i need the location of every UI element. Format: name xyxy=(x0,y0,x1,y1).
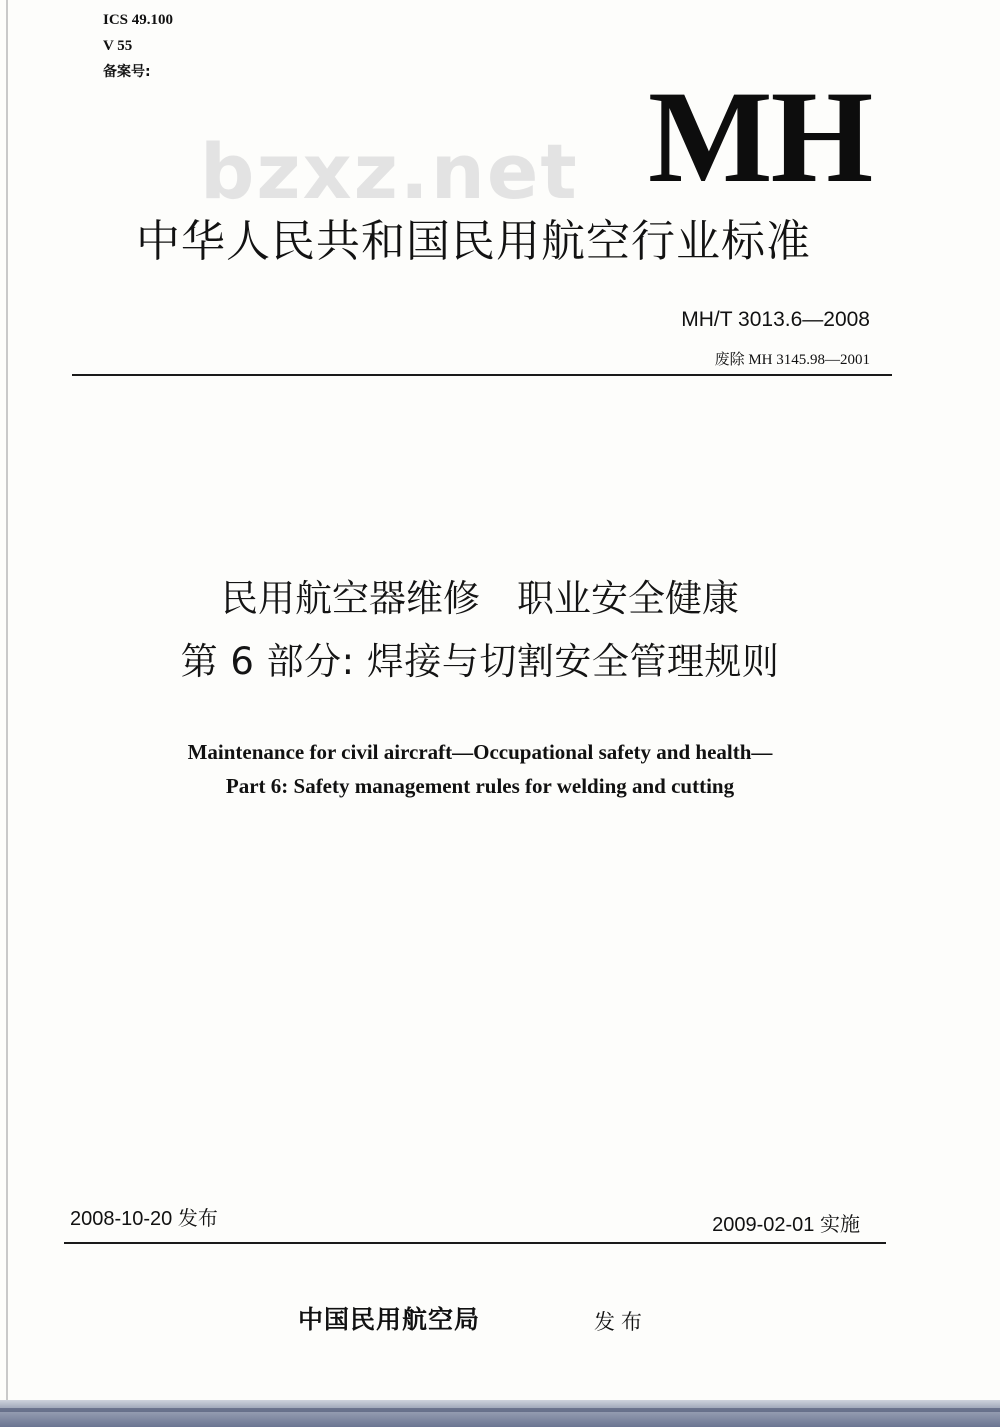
publisher-name: 中国民用航空局 xyxy=(298,1305,481,1334)
top-divider xyxy=(72,374,892,376)
standard-category-title: 中华人民共和国民用航空行业标准 xyxy=(136,216,811,267)
english-title-line-1: Maintenance for civil aircraft—Occupational safety and health— xyxy=(187,740,773,764)
standard-code: MH/T 3013.6—2008 xyxy=(681,308,870,331)
classification-code: V 55 xyxy=(103,38,133,54)
ics-code: ICS 49.100 xyxy=(103,12,174,28)
replaces-standard: 废除 MH 3145.98—2001 xyxy=(714,352,870,368)
record-number-label: 备案号: xyxy=(103,64,151,80)
implementation-date: 2009-02-01 实施 xyxy=(712,1214,860,1236)
chinese-title-line-2: 第 6 部分: 焊接与切割安全管理规则 xyxy=(180,640,780,683)
watermark: bzxz.net xyxy=(200,127,579,216)
page-edge-shadow xyxy=(6,0,8,1400)
mh-logo: MH xyxy=(648,63,872,210)
bottom-divider xyxy=(64,1242,886,1244)
publish-label: 发布 xyxy=(594,1310,648,1334)
english-title-line-2: Part 6: Safety management rules for welding and cutting xyxy=(225,774,735,798)
scan-band xyxy=(0,1408,1000,1412)
scan-bottom-edge xyxy=(0,1400,1000,1427)
issue-date: 2008-10-20 发布 xyxy=(70,1208,218,1230)
chinese-title-line-1: 民用航空器维修 职业安全健康 xyxy=(221,577,739,620)
